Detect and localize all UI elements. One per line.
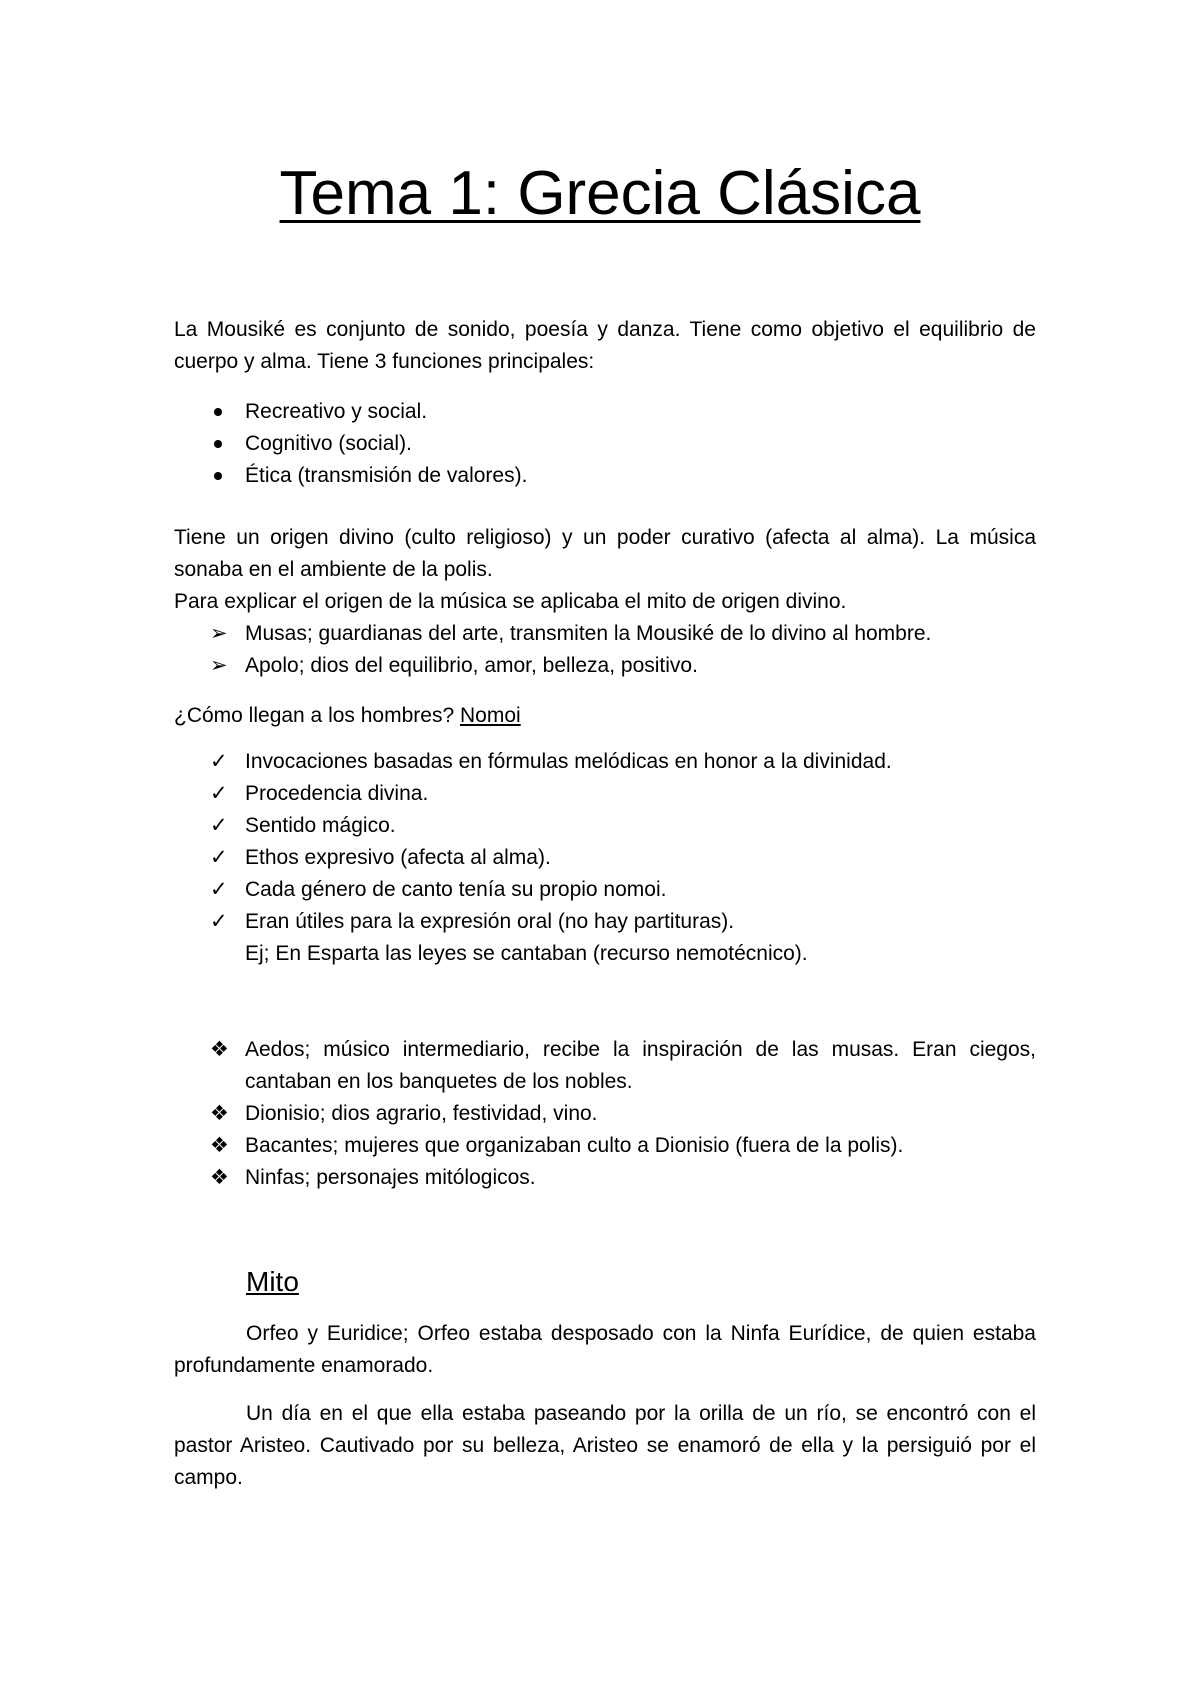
- list-item: ❖ Aedos; músico intermediario, recibe la inspiración de las musas. Eran ciegos, cantaban en los banquetes de los nobles.: [174, 1034, 1036, 1098]
- bullet-dot-icon: [214, 472, 222, 480]
- list-item: Ética (transmisión de valores).: [174, 460, 1036, 492]
- diamond-bullet-icon: ❖: [210, 1102, 229, 1125]
- question-line: ¿Cómo llegan a los hombres? Nomoi: [174, 704, 521, 727]
- list-item: ➢ Apolo; dios del equilibrio, amor, belleza, positivo.: [174, 650, 1036, 682]
- arrow-list: [174, 618, 1036, 682]
- check-mark-icon: ✓: [210, 846, 228, 869]
- check-mark-icon: ✓: [210, 814, 228, 837]
- list-item: ✓ Cada género de canto tenía su propio nomoi.: [174, 874, 1036, 906]
- check-mark-icon: ✓: [210, 782, 228, 805]
- list-item: ✓ Sentido mágico.: [174, 810, 1036, 842]
- list-item: ✓ Ethos expresivo (afecta al alma).: [174, 842, 1036, 874]
- check-mark-icon: ✓: [210, 910, 228, 933]
- page-title: Tema 1: Grecia Clásica: [279, 159, 921, 228]
- mito-heading: Mito: [246, 1266, 299, 1297]
- diamond-bullet-icon: ❖: [210, 1038, 229, 1061]
- mito-paragraph-1: Orfeo y Euridice; Orfeo estaba desposado con la Ninfa Eurídice, de quien estaba profundamente enamorado.: [174, 1322, 1036, 1377]
- functions-list: [174, 396, 1036, 492]
- bullet-dot-icon: [214, 440, 222, 448]
- myth-origin-line: Para explicar el origen de la música se aplicaba el mito de origen divino.: [174, 590, 847, 613]
- check-list: [174, 746, 1036, 970]
- example-line: Ej; En Esparta las leyes se cantaban (recurso nemotécnico).: [245, 942, 808, 965]
- list-item: ✓ Eran útiles para la expresión oral (no hay partituras).: [174, 906, 1036, 938]
- list-item: Cognitivo (social).: [174, 428, 1036, 460]
- list-item: ✓ Invocaciones basadas en fórmulas melódicas en honor a la divinidad.: [174, 746, 1036, 778]
- check-mark-icon: ✓: [210, 878, 228, 901]
- intro-paragraph: La Mousiké es conjunto de sonido, poesía y danza. Tiene como objetivo el equilibrio de cuerpo y alma. Tiene 3 funciones principales:: [174, 318, 1036, 373]
- nomoi-term: Nomoi: [459, 704, 521, 727]
- list-item: ❖ Ninfas; personajes mitólogicos.: [174, 1162, 1036, 1194]
- list-item: Recreativo y social.: [174, 396, 1036, 428]
- diamond-bullet-icon: ❖: [210, 1166, 229, 1189]
- arrow-bullet-icon: ➢: [210, 622, 228, 645]
- origin-paragraph: Tiene un origen divino (culto religioso) y un poder curativo (afecta al alma). La música sonaba en el ambiente de la polis.: [174, 526, 1036, 581]
- diamond-bullet-icon: ❖: [210, 1134, 229, 1157]
- list-item: ❖ Bacantes; mujeres que organizaban culto a Dionisio (fuera de la polis).: [174, 1130, 1036, 1162]
- mito-paragraph-2: Un día en el que ella estaba paseando por la orilla de un río, se encontró con el pastor Aristeo. Cautivado por su belleza, Aristeo se enamoró de ella y la persiguió por el campo.: [174, 1402, 1036, 1489]
- arrow-bullet-icon: ➢: [210, 654, 228, 677]
- bullet-dot-icon: [214, 408, 222, 416]
- list-item: ➢ Musas; guardianas del arte, transmiten la Mousiké de lo divino al hombre.: [174, 618, 1036, 650]
- check-mark-icon: ✓: [210, 750, 228, 773]
- list-item: ✓ Procedencia divina.: [174, 778, 1036, 810]
- list-item: ❖ Dionisio; dios agrario, festividad, vino.: [174, 1098, 1036, 1130]
- diamond-list: [174, 1034, 1036, 1194]
- list-item-continuation: [174, 938, 1036, 970]
